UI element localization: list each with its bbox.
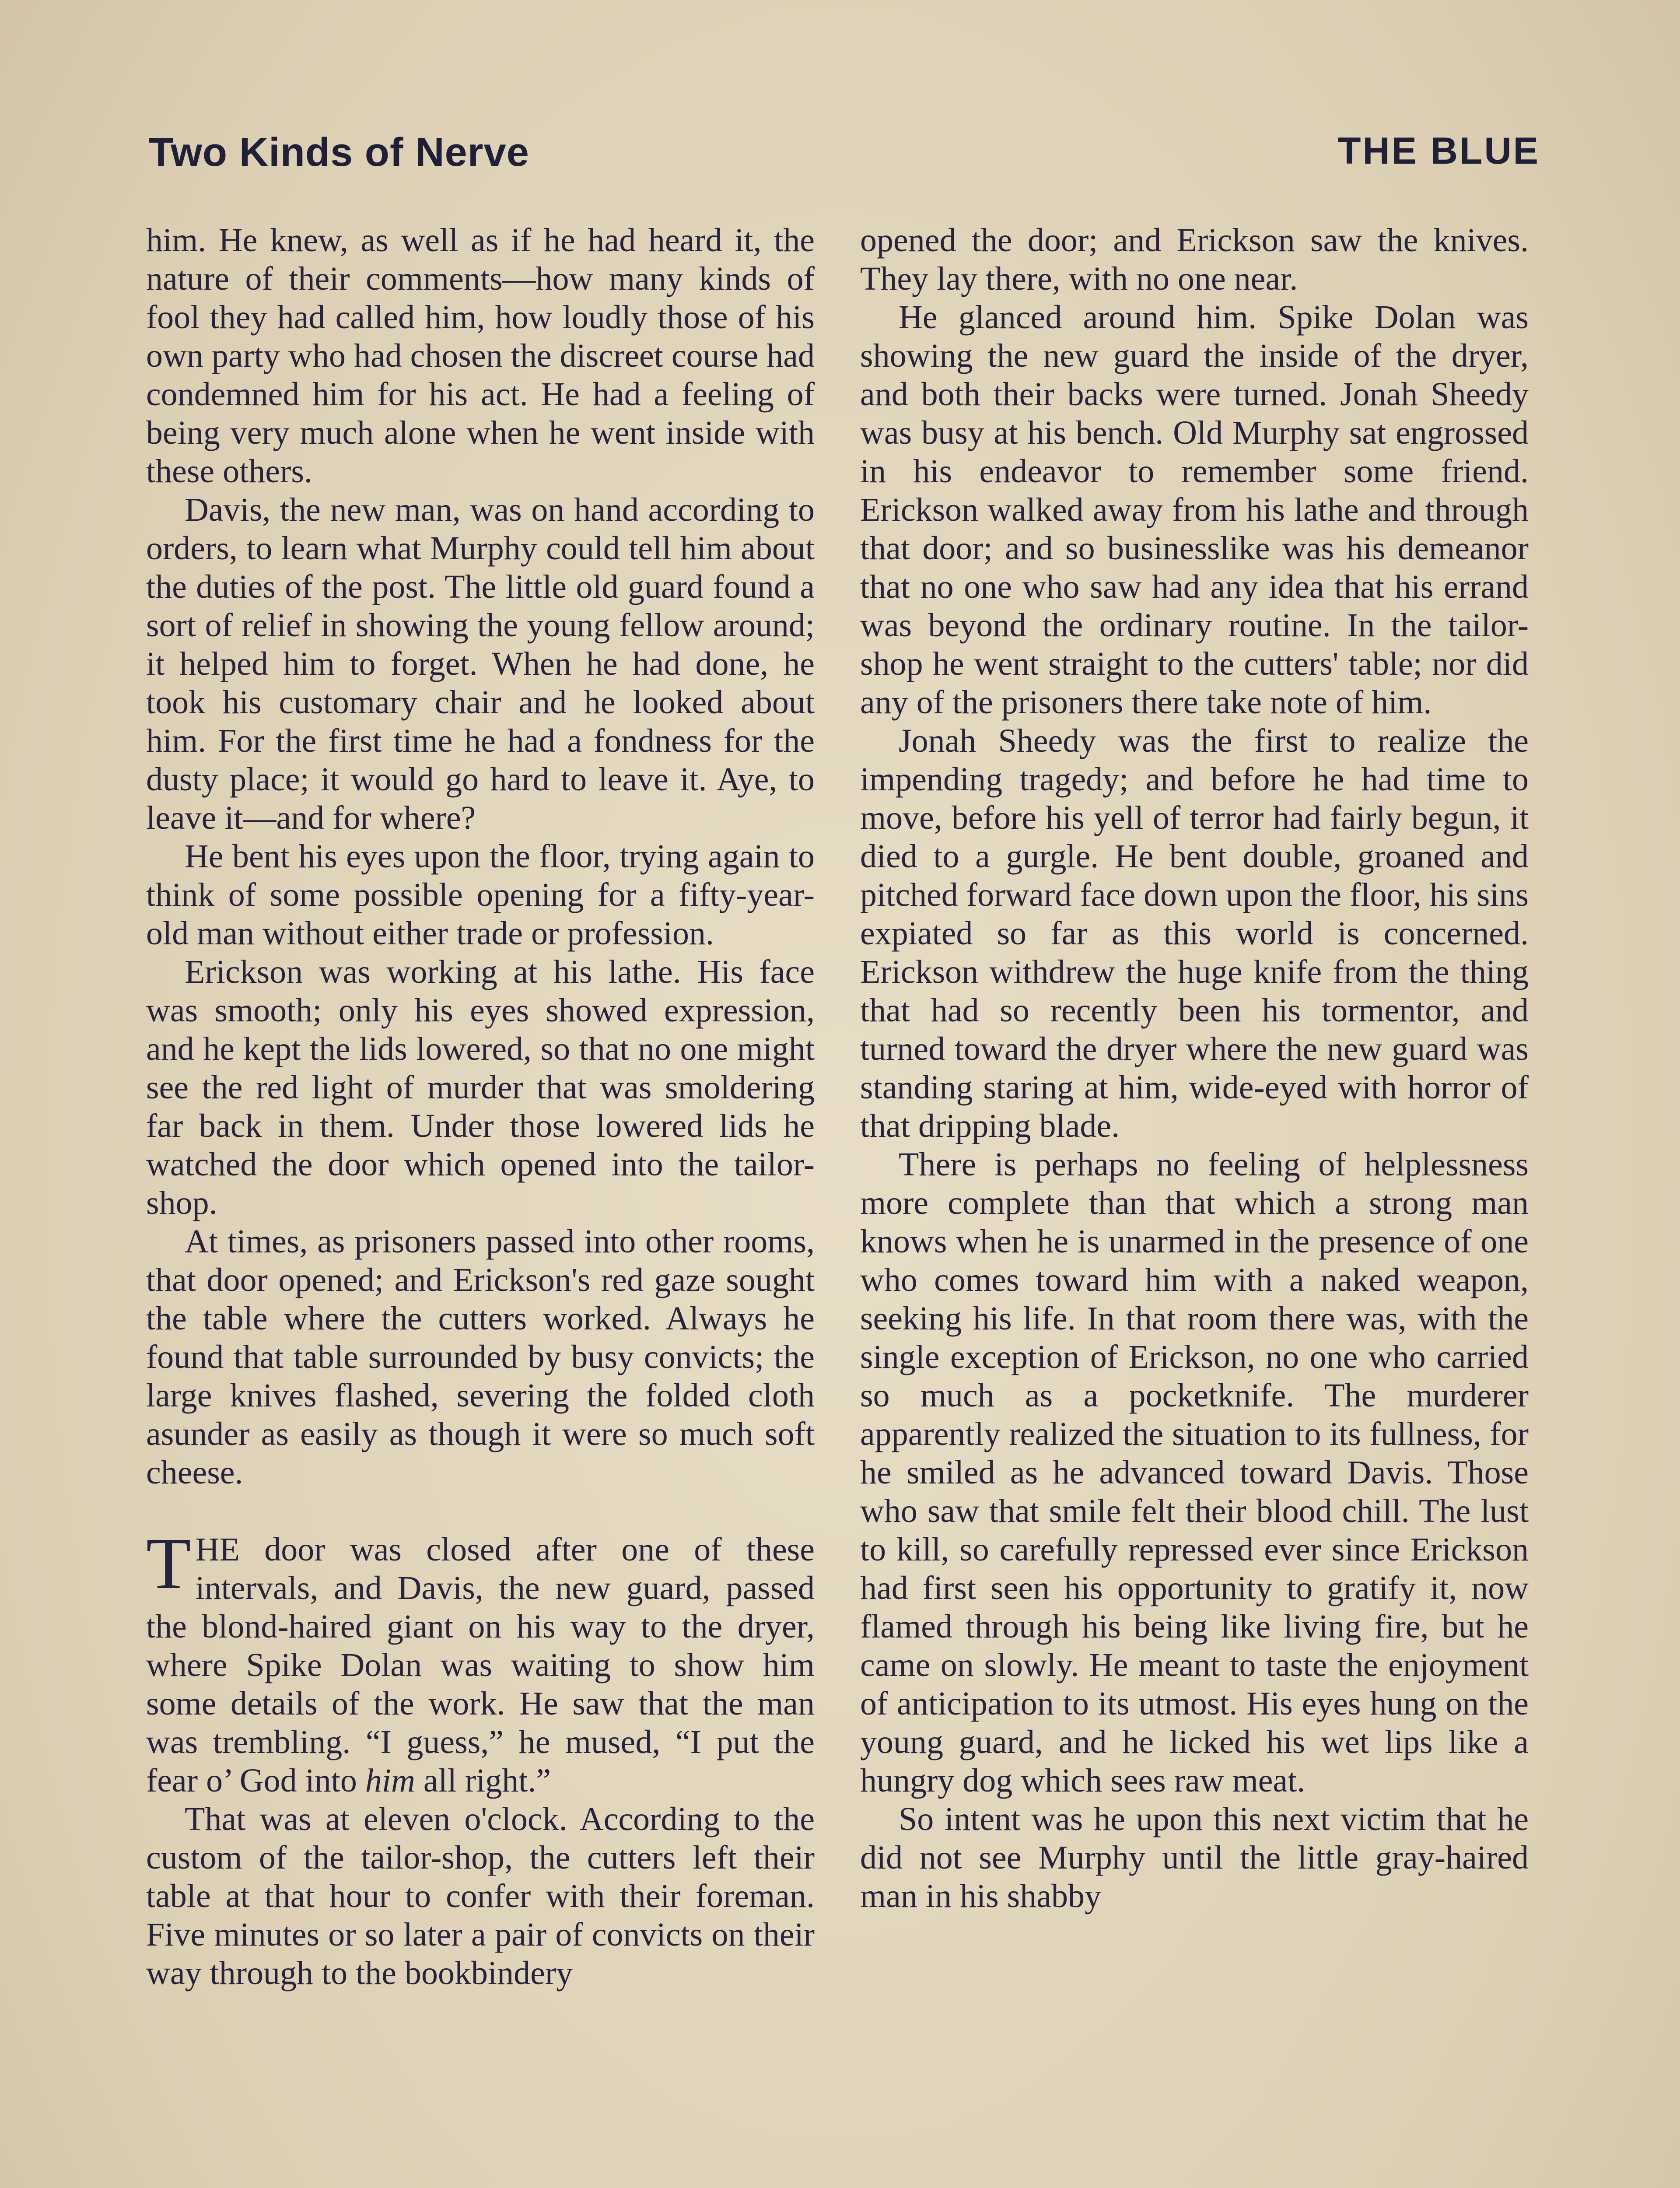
drop-cap: T — [146, 1523, 191, 1604]
paragraph: He bent his eyes upon the floor, trying again to think of some possible opening for a fifty-year-old man without either trade or profession. — [146, 838, 815, 952]
paragraph: At times, as prisoners passed into other rooms, that door opened; and Erickson's red gaze sought the table where the cutters worked. Always he found that table surrounded by busy convicts; the large knives flashed, severing the folded cloth asunder as easily as though it were so much soft cheese. — [146, 1223, 815, 1491]
paragraph: Jonah Sheedy was the first to realize the impending tragedy; and before he had time to move, before his yell of terror had fairly begun, it died to a gurgle. He bent double, groaned and pitched forward face down upon the floor, his sins expiated so far as this world is concerned. Erickson withdrew the huge knife from the thing that had so recently been his tormentor, and turned toward the dryer where the new guard was standing staring at him, wide-eyed with horror of that dripping blade. — [860, 722, 1529, 1144]
paragraph: That was at eleven o'clock. According to the custom of the tailor-shop, the cutters left their table at that hour to confer with their foreman. Five minutes or so later a pair of convicts on their way through to the bookbindery — [146, 1801, 815, 1992]
section-opening-paragraph — [146, 1523, 815, 1800]
paragraph-text-end: all right.” — [423, 1762, 551, 1799]
paragraph: Erickson was working at his lathe. His face was smooth; only his eyes showed expression, and he kept the lids lowered, so that no one might see the red light of murder that was smoldering far back in them. Under those lowered lids he watched the door which opened into the tailor-shop. — [146, 954, 815, 1221]
paragraph: opened the door; and Erickson saw the knives. They lay there, with no one near. — [860, 222, 1529, 297]
paragraph: He glanced around him. Spike Dolan was showing the new guard the inside of the dryer, and both their backs were turned. Jonah Sheedy was busy at his bench. Old Murphy sat engrossed in his endeavor to remember some friend. Erickson walked away from his lathe and through that door; and so businesslike was his demeanor that no one who saw had any idea that his errand was beyond the ordinary routine. In the tailor-shop he went straight to the cutters' table; nor did any of the prisoners there take note of him. — [860, 299, 1529, 721]
emphasis-text: him — [365, 1762, 415, 1799]
left-column — [146, 221, 815, 2188]
running-head — [149, 130, 1540, 182]
paragraph: Davis, the new man, was on hand according to orders, to learn what Murphy could tell him about the duties of the post. The little old guard found a sort of relief in showing the young fellow around; it helped him to forget. When he had done, he took his customary chair and he looked about him. For the first time he had a fondness for the dusty place; it would go hard to leave it. Aye, to leave it—and for where? — [146, 491, 815, 836]
story-title: Two Kinds of Nerve — [149, 130, 529, 175]
paragraph-text: HE door was closed after one of these intervals, and Davis, the new guard, passed the blond-haired giant on his way to the dryer, where Spike Dolan was waiting to show him some details of the work. He saw that the man was trembling. “I guess,” he mused, “I put the fear o’ God into — [146, 1531, 815, 1799]
right-column — [860, 221, 1529, 2188]
magazine-name: THE BLUE — [1338, 130, 1540, 172]
paragraph: So intent was he upon this next victim that he did not see Murphy until the little gray-haired man in his shabby — [860, 1801, 1529, 1914]
paragraph: There is perhaps no feeling of helplessness more complete than that which a strong man knows when he is unarmed in the presence of one who comes toward him with a naked weapon, seeking his life. In that room there was, with the single exception of Erickson, no one who carried so much as a pocketknife. The murderer apparently realized the situation to its fullness, for he smiled as he advanced toward Davis. Those who saw that smile felt their blood chill. The lust to kill, so carefully repressed ever since Erickson had first seen his opportunity to gratify it, now flamed through his being like living fire, but he came on slowly. He meant to taste the enjoyment of anticipation to its utmost. His eyes hung on the young guard, and he licked his wet lips like a hungry dog which sees raw meat. — [860, 1146, 1529, 1799]
paragraph: him. He knew, as well as if he had heard it, the nature of their comments—how many kinds of fool they had called him, how loudly those of his own party who had chosen the discreet course had condemned him for his act. He had a feeling of being very much alone when he went inside with these others. — [146, 222, 815, 490]
